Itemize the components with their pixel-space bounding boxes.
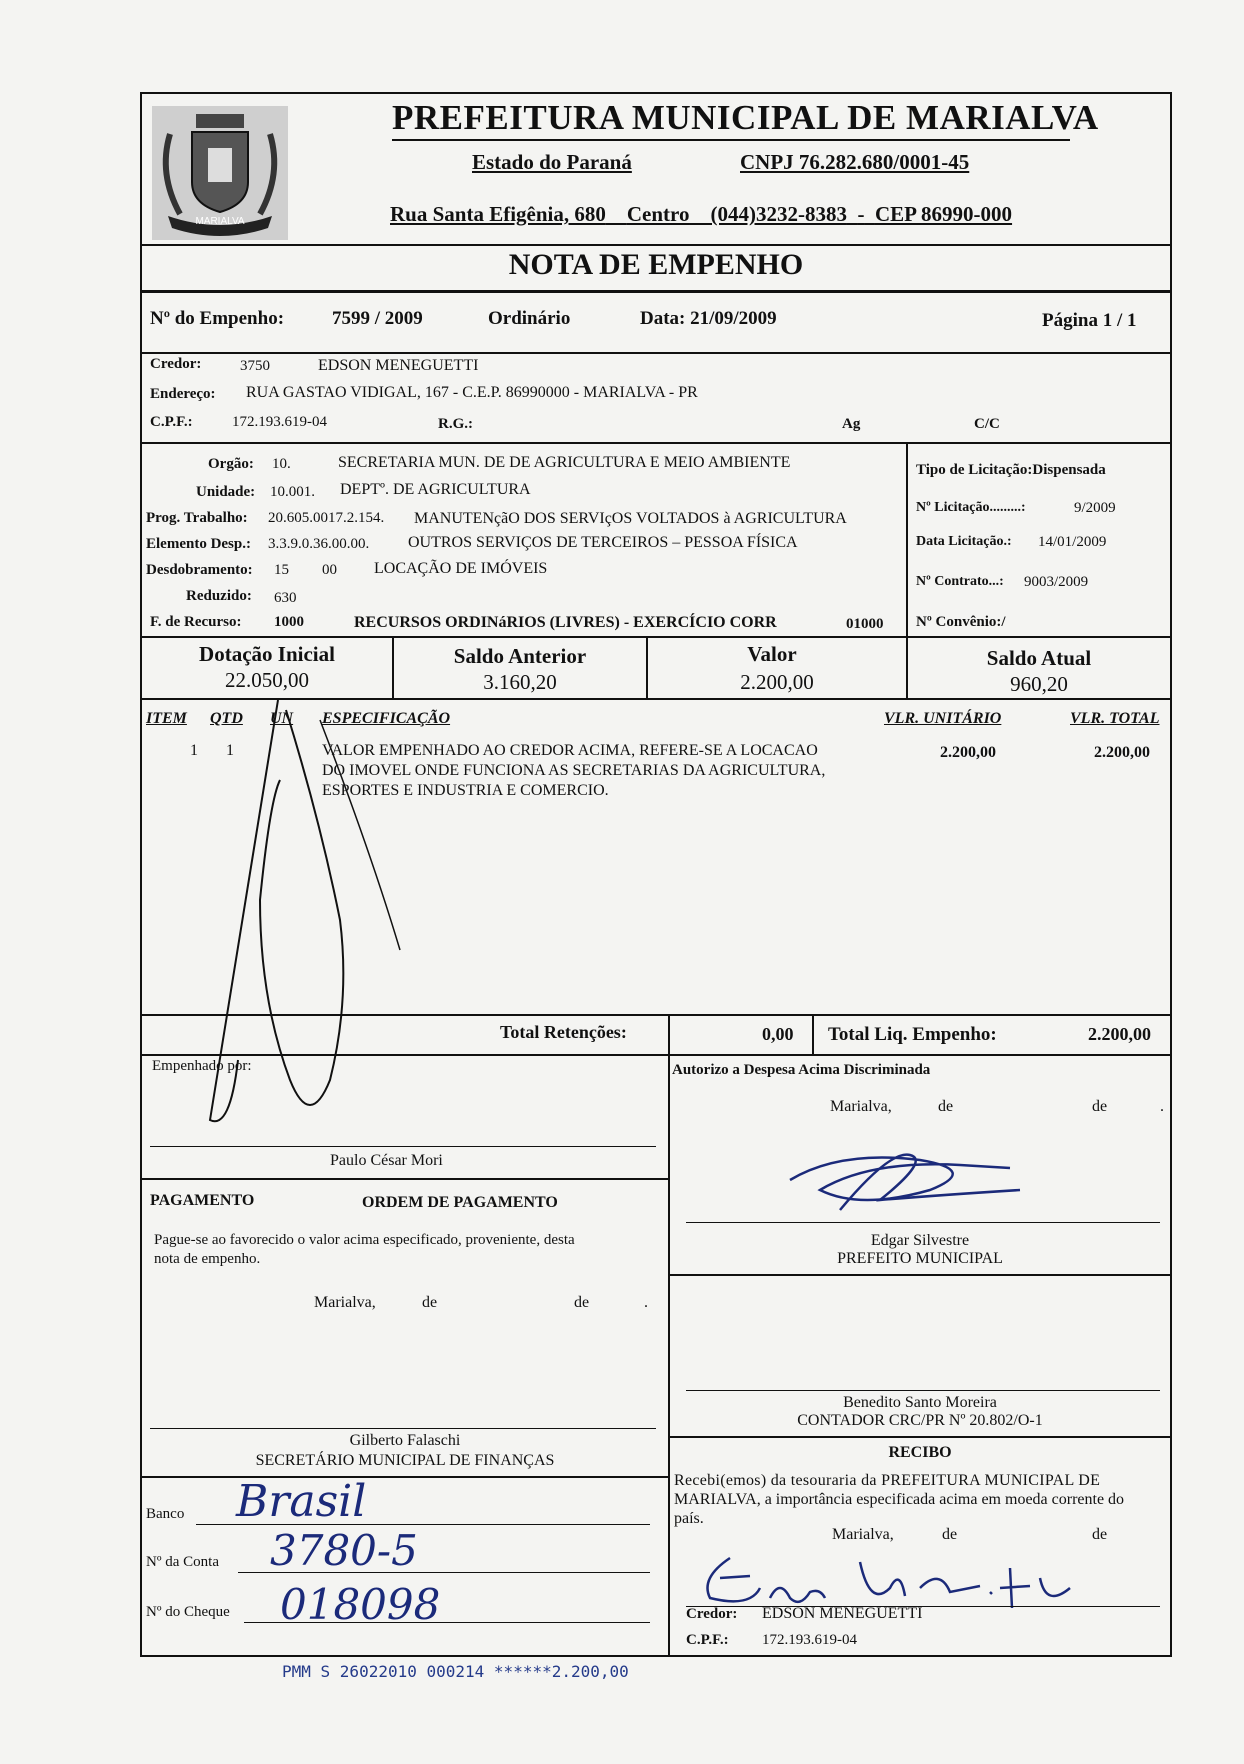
liq-label: Total Liq. Empenho:	[828, 1024, 997, 1045]
prog-label: Prog. Trabalho:	[146, 510, 248, 526]
elemento-name: OUTROS SERVIÇOS DE TERCEIROS – PESSOA FÍSICA	[408, 534, 798, 551]
licitacao-numero: 9/2009	[1074, 500, 1116, 516]
recibo-text-2: MARIALVA, a importância especificada acima em moeda corrente do	[674, 1491, 1125, 1508]
conta-label: Nº da Conta	[146, 1554, 219, 1570]
pagamento-city: Marialva,	[314, 1294, 376, 1311]
item-total-value: 2.200,00	[1094, 744, 1150, 761]
desdob-label: Desdobramento:	[146, 562, 253, 578]
credor-address-label: Endereço:	[150, 386, 216, 402]
address-separator: -	[857, 202, 865, 226]
recibo-text-3: país.	[674, 1510, 704, 1527]
credor-name: EDSON MENEGUETTI	[318, 357, 479, 374]
divider-bottom-mid	[668, 1054, 670, 1656]
unidade-label: Unidade:	[196, 484, 256, 500]
divider-licitacao-left	[906, 442, 908, 638]
frame-bottom	[140, 1655, 1172, 1657]
contador-name: Benedito Santo Moreira	[843, 1394, 997, 1411]
licitacao-tipo: Tipo de Licitação:Dispensada	[916, 462, 1106, 478]
recibo-de-2: de	[1092, 1526, 1108, 1543]
autorizo-dot: .	[1160, 1098, 1164, 1115]
col-qtd: QTD	[210, 710, 243, 727]
title-underline	[392, 139, 1070, 141]
empenhado-name: Paulo César Mori	[330, 1152, 443, 1169]
address-street: Rua Santa Efigênia, 680	[390, 202, 606, 226]
divider-class-top	[140, 442, 1172, 444]
unidade-name: DEPTº. DE AGRICULTURA	[340, 481, 531, 498]
dotacao-value: 22.050,00	[225, 668, 309, 692]
col-unit: VLR. UNITÁRIO	[884, 710, 1002, 727]
retencoes-value: 0,00	[762, 1024, 794, 1044]
liq-value: 2.200,00	[1088, 1024, 1151, 1044]
divider-saldos-top	[140, 636, 1172, 638]
pagamento-label: PAGAMENTO	[150, 1192, 255, 1209]
credor-ag-label: Ag	[842, 416, 861, 432]
dotacao-label: Dotação Inicial	[199, 642, 335, 666]
credor-code: 3750	[240, 358, 270, 374]
credor-rg-label: R.G.:	[438, 416, 473, 432]
item-spec-line-3: ESPORTES E INDUSTRIA E COMERCIO.	[322, 782, 609, 799]
recurso-name: RECURSOS ORDINáRIOS (LIVRES) - EXERCÍCIO CORR	[354, 614, 777, 631]
banco-value: Brasil	[236, 1476, 367, 1527]
col-spec: ESPECIFICAÇÃO	[322, 710, 451, 727]
pagamento-text-2: nota de empenho.	[154, 1251, 261, 1267]
divider-totals-liq	[812, 1014, 814, 1056]
item-unit-value: 2.200,00	[940, 744, 996, 761]
atual-label: Saldo Atual	[986, 646, 1092, 670]
recibo-title: RECIBO	[888, 1444, 952, 1461]
pagamento-de-1: de	[422, 1294, 438, 1311]
empenho-number-label: Nº do Empenho:	[150, 308, 285, 329]
orgao-label: Orgão:	[208, 456, 254, 472]
pen-scrawl	[200, 700, 430, 1140]
credor-cpf-label: C.P.F.:	[150, 414, 193, 430]
recibo-text-1: Recebi(emos) da tesouraria da PREFEITURA MUNICIPAL DE	[674, 1472, 1101, 1489]
empenho-number: 7599 / 2009	[332, 308, 423, 329]
anterior-label: Saldo Anterior	[453, 644, 587, 668]
contador-role: CONTADOR CRC/PR Nº 20.802/O-1	[797, 1412, 1043, 1429]
conta-value: 3780-5	[270, 1526, 418, 1575]
autorizo-label: Autorizo a Despesa Acima Discriminada	[672, 1062, 931, 1078]
header-address	[390, 202, 1012, 227]
cheque-value: 018098	[280, 1580, 441, 1629]
reduzido-value: 630	[274, 590, 297, 606]
empenho-type: Ordinário	[488, 308, 571, 329]
col-item: ITEM	[146, 710, 187, 727]
prog-name: MANUTENçãO DOS SERVIçOS VOLTADOS à AGRICULTURA	[414, 510, 847, 527]
empenhado-label: Empenhado por:	[152, 1058, 252, 1074]
autorizo-de-2: de	[1092, 1098, 1108, 1115]
banco-label: Banco	[146, 1506, 185, 1522]
credor-cpf: 172.193.619-04	[232, 414, 327, 430]
atual-value: 960,20	[1010, 672, 1068, 696]
licitacao-convenio: Nº Convênio:/	[916, 614, 1006, 630]
credor-cc-label: C/C	[974, 416, 1000, 432]
divider-title-top	[140, 244, 1172, 246]
recibo-credor: EDSON MENEGUETTI	[762, 1605, 923, 1622]
credor-label: Credor:	[150, 356, 202, 372]
address-district: Centro	[626, 202, 690, 226]
divider-pagamento-top	[140, 1178, 670, 1180]
desdob-sub: 00	[322, 562, 337, 578]
autorizo-city: Marialva,	[830, 1098, 892, 1115]
divider-totals-mid	[668, 1014, 670, 1056]
col-total: VLR. TOTAL	[1070, 710, 1160, 727]
autorizo-signer: Edgar Silvestre	[870, 1232, 970, 1249]
autorizo-signature	[780, 1140, 1030, 1220]
pagamento-dot: .	[644, 1294, 648, 1311]
frame-right	[1170, 92, 1172, 1656]
frame-left	[140, 92, 142, 1656]
header-cnpj: CNPJ 76.282.680/0001-45	[740, 150, 970, 174]
empenho-page: Página 1 / 1	[1042, 310, 1137, 331]
valor-label: Valor	[747, 642, 797, 666]
valor-value: 2.200,00	[740, 670, 814, 694]
doc-title: NOTA DE EMPENHO	[508, 248, 804, 281]
licitacao-contrato: 9003/2009	[1024, 574, 1089, 590]
recibo-sign-line	[686, 1606, 1160, 1607]
contador-sign-line	[686, 1390, 1160, 1391]
divider-credor-top	[140, 352, 1172, 354]
autorizo-role: PREFEITO MUNICIPAL	[837, 1250, 1003, 1267]
anterior-value: 3.160,20	[483, 670, 557, 694]
address-phone: (044)3232-8383	[710, 202, 847, 226]
desdob-code: 15	[274, 562, 289, 578]
cheque-label: Nº do Cheque	[146, 1604, 230, 1620]
orgao-code: 10.	[272, 456, 291, 472]
credor-address: RUA GASTAO VIDIGAL, 167 - C.E.P. 86990000 - MARIALVA - PR	[246, 384, 698, 401]
recibo-credor-label: Credor:	[686, 1606, 738, 1622]
pagamento-text-1: Pague-se ao favorecido o valor acima especificado, proveniente, desta	[154, 1232, 575, 1248]
recibo-de-1: de	[942, 1526, 958, 1543]
address-cep: CEP 86990-000	[874, 202, 1013, 226]
header-state: Estado do Paraná	[472, 150, 632, 174]
pagamento-signer: Gilberto Falaschi	[349, 1432, 461, 1449]
item-number: 1	[190, 742, 198, 759]
pagamento-role: SECRETÁRIO MUNICIPAL DE FINANÇAS	[255, 1452, 555, 1469]
unidade-code: 10.001.	[270, 484, 315, 500]
payment-stamp: PMM S 26022010 000214 ******2.200,00	[282, 1662, 629, 1681]
licitacao-data: 14/01/2009	[1038, 534, 1107, 550]
autorizo-de-1: de	[938, 1098, 954, 1115]
elemento-code: 3.3.9.0.36.00.00.	[268, 536, 370, 552]
licitacao-numero-label: Nº Licitação.........:	[916, 500, 1026, 515]
item-qtd: 1	[226, 742, 234, 759]
empenho-date: Data: 21/09/2009	[640, 308, 777, 329]
divider-recibo-top	[668, 1436, 1172, 1438]
elemento-label: Elemento Desp.:	[146, 536, 251, 552]
header-title: PREFEITURA MUNICIPAL DE MARIALVA	[392, 98, 1099, 137]
crest-text: MARIALVA	[195, 216, 245, 227]
municipal-crest	[150, 104, 290, 242]
reduzido-label: Reduzido:	[186, 588, 252, 604]
item-spec-line-2: DO IMOVEL ONDE FUNCIONA AS SECRETARIAS DA AGRICULTURA,	[322, 762, 826, 779]
divider-banco-top	[140, 1476, 670, 1478]
item-spec-line-1: VALOR EMPENHADO AO CREDOR ACIMA, REFERE-SE A LOCACAO	[322, 742, 818, 759]
licitacao-contrato-label: Nº Contrato...:	[916, 574, 1004, 589]
divider-autorizo-bottom	[668, 1274, 1172, 1276]
desdob-name: LOCAÇÃO DE IMÓVEIS	[374, 560, 548, 577]
recurso-label: F. de Recurso:	[150, 614, 242, 630]
recibo-city: Marialva,	[832, 1526, 894, 1543]
frame-top	[140, 92, 1172, 94]
recibo-cpf-label: C.P.F.:	[686, 1632, 729, 1648]
ordem-label: ORDEM DE PAGAMENTO	[362, 1194, 558, 1211]
pagamento-sign-line	[150, 1428, 656, 1429]
orgao-name: SECRETARIA MUN. DE DE AGRICULTURA E MEIO AMBIENTE	[338, 454, 791, 471]
retencoes-label: Total Retenções:	[500, 1022, 627, 1042]
recurso-code: 1000	[274, 614, 304, 630]
empenhado-sign-line	[150, 1146, 656, 1147]
licitacao-data-label: Data Licitação.:	[916, 534, 1012, 549]
autorizo-sign-line	[686, 1222, 1160, 1223]
pagamento-de-2: de	[574, 1294, 590, 1311]
prog-code: 20.605.0017.2.154.	[268, 510, 385, 526]
divider-title-bottom	[140, 290, 1172, 293]
recibo-cpf: 172.193.619-04	[762, 1632, 857, 1648]
col-un: UN	[270, 710, 294, 727]
recurso-ext: 01000	[846, 616, 884, 632]
